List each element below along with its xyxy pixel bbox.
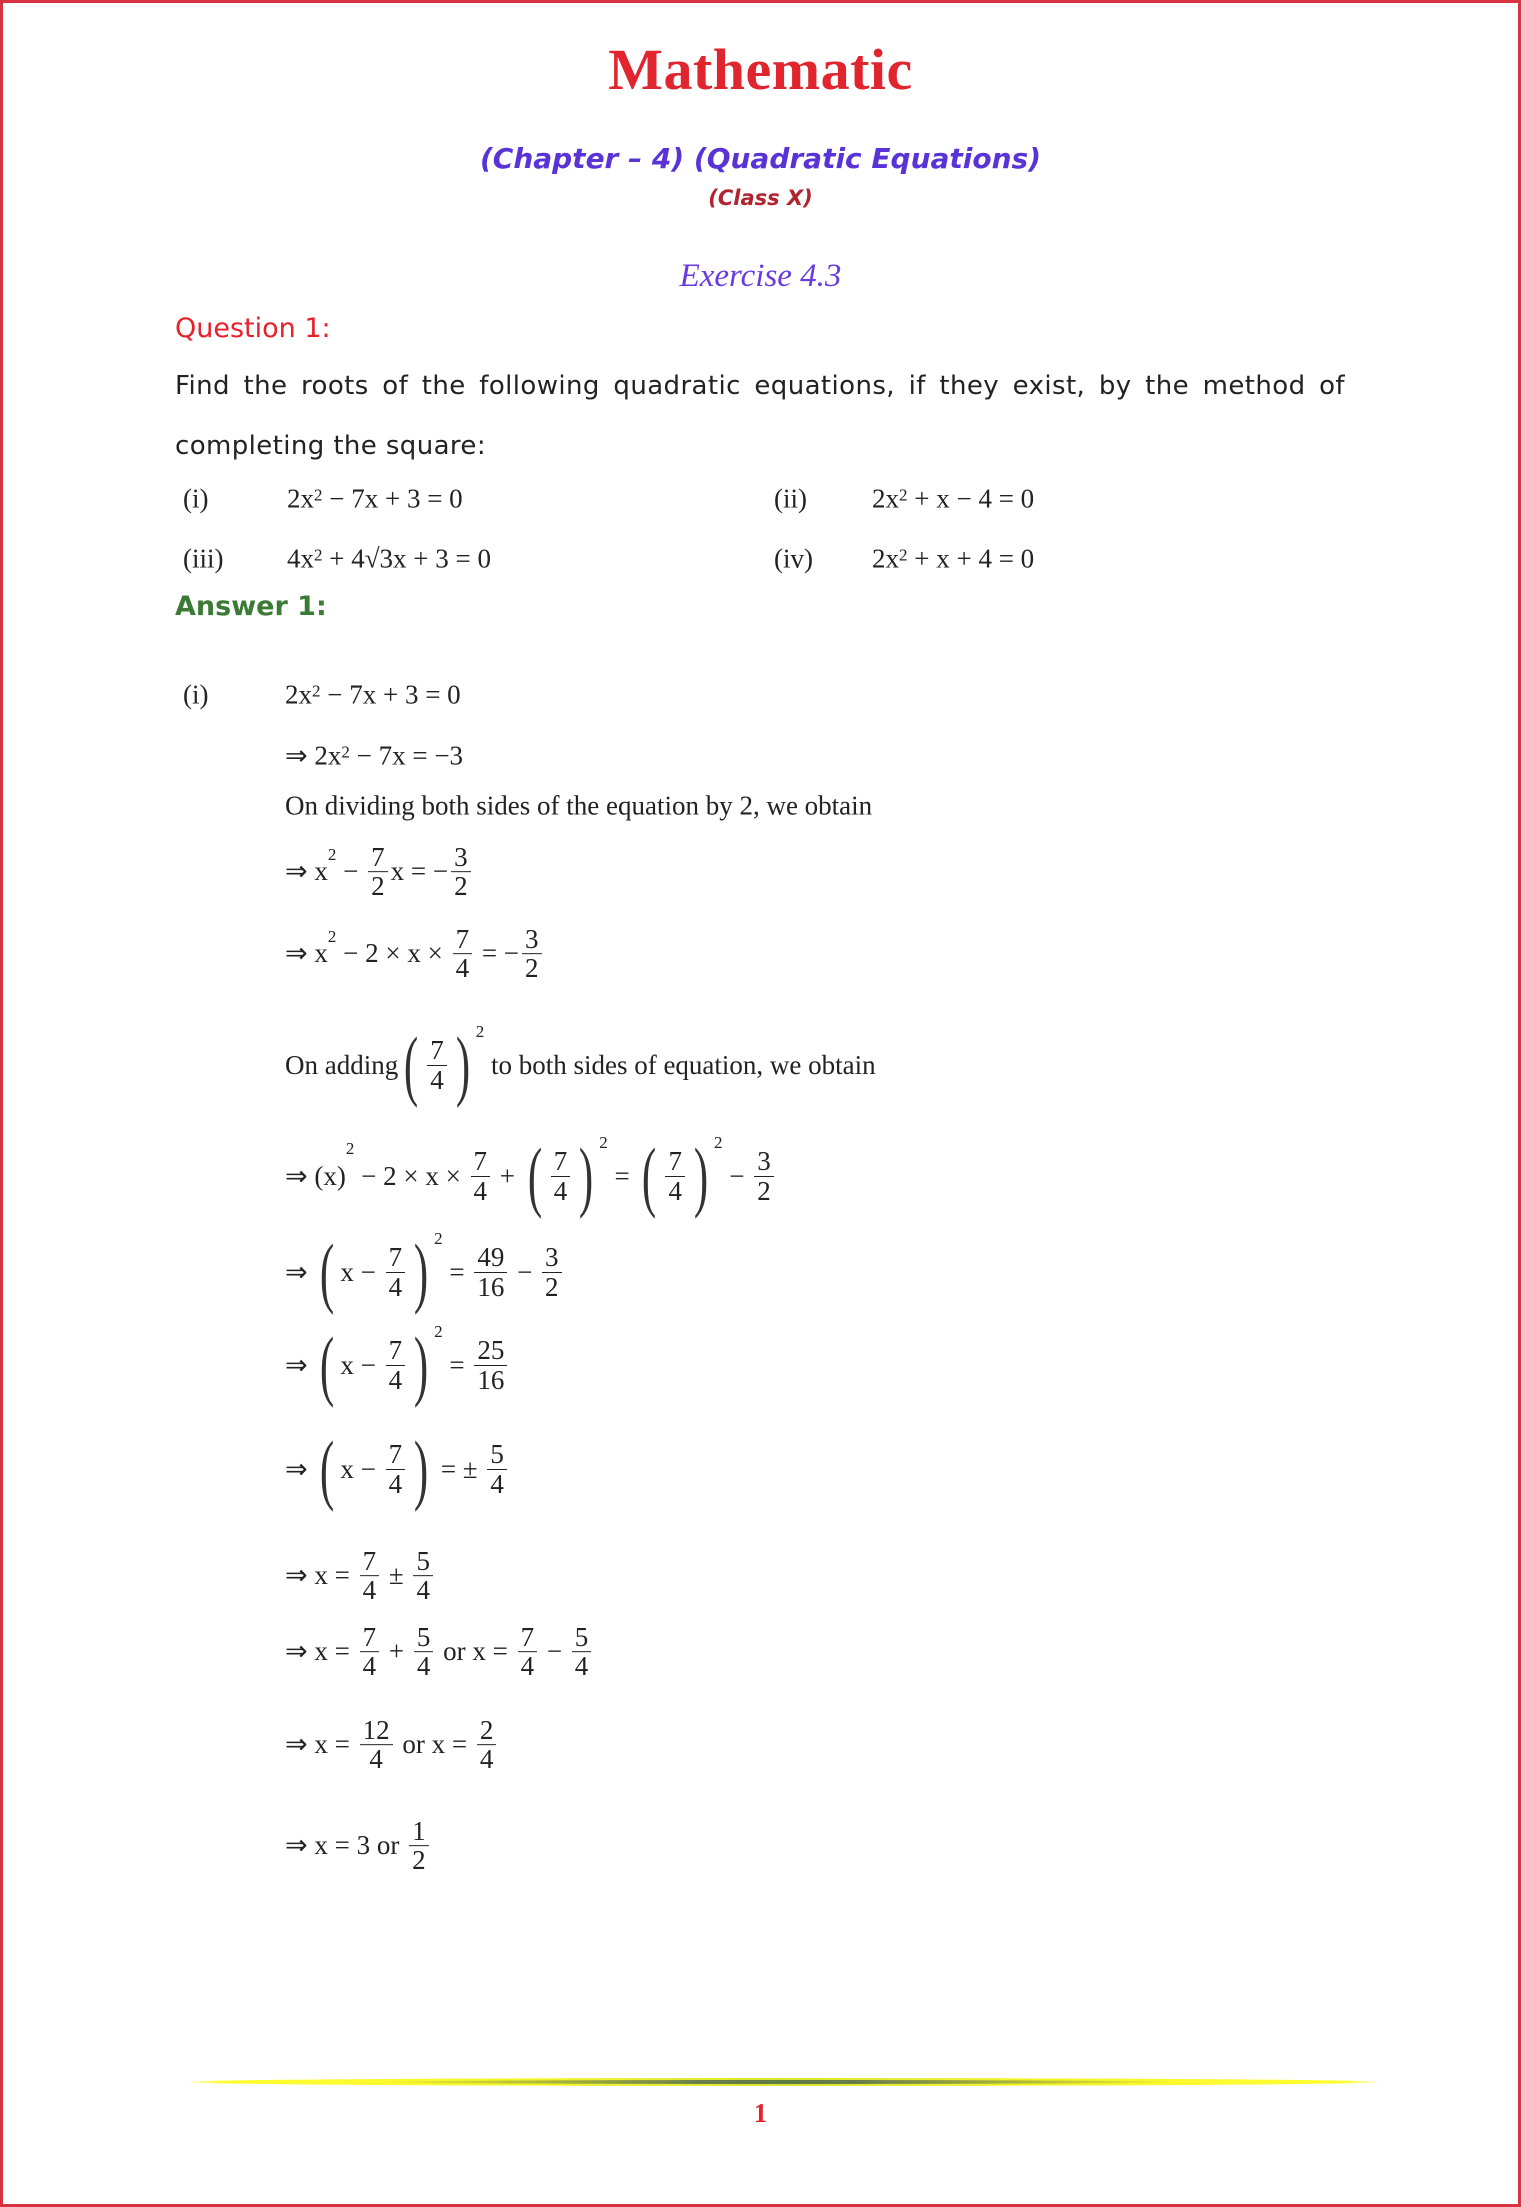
denominator: 4 [574,1651,589,1682]
math-text: ⇒ x [285,856,328,887]
denominator: 2 [525,953,539,984]
fraction [754,1147,774,1205]
math-text: ⇒ x = [285,1636,357,1667]
exponent: 2 [314,545,323,565]
solution-step [285,791,872,822]
denominator: 4 [520,1651,535,1682]
parenthesized-group [522,1132,599,1219]
numerator: 5 [414,1623,434,1652]
numerator: 1 [409,1817,429,1846]
fraction [360,1547,380,1605]
math-text: − 2 × x × [336,938,450,969]
exponent: 2 [899,485,908,505]
chapter-heading: (Chapter – 4) (Quadratic Equations) [479,142,1042,175]
math-text: ⇒ x [285,938,328,969]
math-text: 2x [872,483,899,514]
math-text: ⇒ 2x [285,740,342,771]
solution-step [285,1425,510,1512]
math-text: + [493,1160,522,1191]
question-text: Find the roots of the following quadratic equations, if they exist, by the method of completing the square: [175,371,1345,461]
solution-step [285,1132,777,1219]
exponent: 2 [475,1022,485,1041]
fraction [451,843,471,901]
math-text: = [442,1349,472,1380]
fraction [471,1147,491,1205]
numerator: 3 [542,1243,562,1272]
exponent: 2 [434,1229,443,1248]
denominator: 16 [477,1271,505,1302]
question-part-equation [287,484,463,515]
page-number: 1 [753,2098,768,2128]
math-text: − 2 × x × [354,1160,468,1191]
left-paren: ( [320,1321,335,1408]
fraction [474,1243,507,1301]
solution-step [285,680,461,711]
denominator: 2 [545,1271,559,1302]
class-label: (Class X) [708,186,813,210]
math-text: 2x [872,543,899,574]
parenthesized-group [314,1321,434,1408]
math-text: or x = [395,1729,474,1760]
fraction [386,1336,406,1394]
exponent: 2 [312,681,321,701]
solution-step [285,1228,565,1315]
solution-step [285,741,463,772]
math-text: ⇒ [285,1349,315,1380]
numerator: 5 [487,1440,507,1469]
parenthesized-group [636,1132,713,1219]
numerator: 7 [360,1547,380,1576]
math-text: − [336,856,366,887]
solution-step [285,1021,876,1108]
denominator: 4 [369,1744,383,1775]
denominator: 4 [388,1364,403,1395]
numerator: 7 [386,1336,406,1365]
numerator: 12 [360,1716,393,1745]
question-part-label: (iv) [774,543,813,574]
exponent: 2 [345,1139,355,1158]
numerator: 5 [572,1623,592,1652]
question-part-equation [872,484,1034,515]
numerator: 49 [474,1243,507,1272]
question-part-equation [287,544,491,575]
left-paren: ( [404,1021,419,1108]
numerator: 7 [360,1623,380,1652]
denominator: 4 [455,953,470,984]
parenthesized-group [314,1228,434,1315]
parenthesized-group [314,1425,434,1512]
math-text: ⇒ x = [285,1729,357,1760]
denominator: 2 [371,871,385,902]
math-text: ⇒ x = 3 or [285,1830,407,1861]
math-text: x − [340,1453,383,1484]
left-paren: ( [320,1228,335,1315]
math-text: = − [475,938,520,969]
numerator: 25 [474,1336,507,1365]
solution-step [285,1547,436,1605]
denominator: 4 [416,1651,431,1682]
fraction [413,1547,433,1605]
solution-step [285,1321,510,1408]
right-paren: ) [693,1132,709,1219]
numerator: 2 [477,1716,497,1745]
exercise-heading: Exercise 4.3 [679,258,842,294]
plain-text: to both sides of equation, we obtain [484,1049,876,1080]
math-text: x − [340,1256,383,1287]
fraction [368,843,388,901]
right-paren: ) [413,1321,429,1408]
right-paren: ) [413,1425,429,1512]
solution-step [285,843,474,901]
denominator: 2 [412,1845,426,1876]
question-part-label: (i) [183,483,209,514]
exponent: 2 [327,845,337,865]
left-paren: ( [642,1132,657,1219]
denominator: 4 [668,1175,682,1206]
fraction [477,1716,497,1774]
math-text: = [607,1160,637,1191]
numerator: 5 [413,1547,433,1576]
solution-step [285,1716,499,1774]
footer-divider-core [380,2080,1180,2084]
right-paren: ) [455,1021,470,1108]
exponent: 2 [899,545,908,565]
question-part-label: (iii) [183,543,224,574]
exponent: 2 [713,1133,723,1152]
numerator: 7 [471,1147,491,1176]
solution-step [285,1817,432,1875]
math-text: 4x [287,543,314,574]
math-text: ⇒ x = [285,1560,357,1591]
plain-text: On dividing both sides of the equation by 2, we obtain [285,790,873,821]
fraction [360,1716,393,1774]
numerator: 7 [386,1243,406,1272]
fraction [409,1817,429,1875]
math-text: ⇒ [285,1256,315,1287]
math-text: − [510,1256,540,1287]
denominator: 4 [362,1651,377,1682]
math-text: + 4√3x + 3 = 0 [322,543,491,574]
math-text: or x = [436,1636,515,1667]
numerator: 7 [368,843,388,872]
fraction [665,1147,685,1205]
math-text: − [540,1636,569,1667]
fraction [474,1336,507,1394]
fraction [522,925,542,983]
fraction [572,1623,592,1681]
math-text: ± [382,1560,411,1591]
denominator: 4 [388,1468,403,1499]
denominator: 16 [477,1364,505,1395]
numerator: 7 [551,1147,571,1176]
fraction [518,1623,538,1681]
right-paren: ) [579,1132,594,1219]
math-text: x − [340,1349,383,1380]
numerator: 7 [665,1147,685,1176]
left-paren: ( [320,1425,335,1512]
exponent: 2 [341,742,350,762]
exponent: 2 [314,485,323,505]
denominator: 4 [473,1175,488,1206]
math-text: ⇒ [285,1453,315,1484]
question-heading: Question 1: [175,313,331,344]
question-part-equation [872,544,1034,575]
exponent: 2 [599,1133,608,1152]
denominator: 4 [430,1064,444,1095]
answer-heading: Answer 1: [175,591,327,622]
numerator: 3 [754,1147,774,1176]
fraction [386,1243,406,1301]
parenthesized-group [398,1021,475,1108]
solution-step [285,925,545,983]
numerator: 7 [386,1440,406,1469]
fraction [427,1036,447,1094]
fraction [386,1440,406,1498]
math-text: − 7x + 3 = 0 [320,679,461,710]
numerator: 7 [453,925,473,954]
fraction [551,1147,571,1205]
numerator: 7 [427,1036,447,1065]
math-text: + x + 4 = 0 [907,543,1035,574]
denominator: 4 [416,1575,430,1606]
fraction [360,1623,380,1681]
math-text: − 7x = −3 [349,740,464,771]
exponent: 2 [434,1322,443,1341]
math-text: x = − [390,856,449,887]
numerator: 3 [451,843,471,872]
fraction [487,1440,507,1498]
math-text: − 7x + 3 = 0 [322,483,463,514]
fraction [414,1623,434,1681]
left-paren: ( [527,1132,542,1219]
math-text: = [442,1256,472,1287]
numerator: 3 [522,925,542,954]
denominator: 4 [490,1468,504,1499]
denominator: 2 [757,1175,771,1206]
numerator: 7 [518,1623,538,1652]
math-text: = ± [434,1453,485,1484]
denominator: 4 [362,1575,377,1606]
math-text: + [382,1636,411,1667]
fraction [453,925,473,983]
denominator: 4 [388,1271,403,1302]
denominator: 2 [454,871,468,902]
fraction [542,1243,562,1301]
question-part-label: (ii) [774,483,807,514]
math-text: ⇒ (x) [285,1160,346,1191]
denominator: 4 [479,1744,494,1775]
plain-text: On adding [285,1049,399,1080]
math-text: + x − 4 = 0 [907,483,1035,514]
solution-step [285,1623,594,1681]
math-text: 2x [287,483,314,514]
page-title: Mathematic [608,37,913,102]
math-text: − [722,1160,752,1191]
exponent: 2 [327,927,337,947]
denominator: 4 [553,1175,568,1206]
math-text: 2x [285,679,312,710]
answer-part-label: (i) [183,679,209,710]
right-paren: ) [413,1228,429,1315]
